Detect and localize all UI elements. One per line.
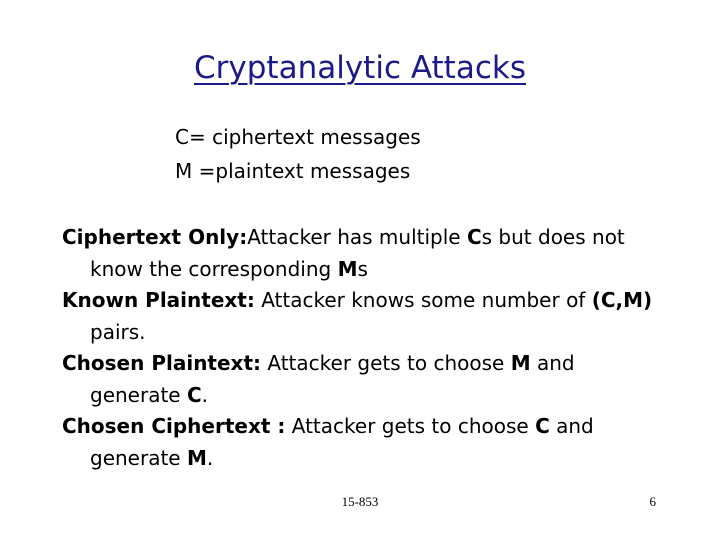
- definition-plaintext: [175, 154, 421, 188]
- slide-title: Cryptanalytic Attacks: [194, 50, 526, 86]
- attack-ciphertext-only: [62, 222, 662, 285]
- attack-variable: M: [337, 256, 358, 281]
- attack-description: .: [206, 445, 214, 470]
- attack-chosen-ciphertext: [62, 411, 662, 474]
- definition-text: = ciphertext messages: [188, 125, 421, 149]
- definition-symbol: M: [175, 159, 193, 183]
- attack-description: Attacker gets to choose: [261, 351, 511, 375]
- attack-description: and generate: [90, 351, 575, 407]
- attack-variable: M: [186, 445, 207, 470]
- definition-text: =plaintext messages: [192, 159, 411, 183]
- attack-chosen-plaintext: [62, 348, 662, 411]
- attack-description: and generate: [90, 414, 594, 470]
- definition-ciphertext: [175, 120, 421, 154]
- attack-description: Attacker gets to choose: [285, 414, 536, 438]
- attack-description: pairs.: [90, 319, 146, 344]
- attack-description: s: [357, 256, 368, 281]
- attack-term: Known Plaintext:: [62, 288, 255, 312]
- attack-description: .: [201, 382, 209, 407]
- attack-list: [62, 222, 662, 474]
- attack-variable: C: [186, 382, 202, 407]
- footer-course-number: 15-853: [341, 494, 379, 509]
- page-number: 6: [649, 494, 656, 509]
- attack-term: Chosen Ciphertext :: [62, 414, 286, 438]
- attack-variable: C: [535, 414, 550, 438]
- attack-term: Ciphertext Only:: [62, 225, 248, 249]
- attack-variable: M: [510, 351, 531, 375]
- attack-known-plaintext: [62, 285, 662, 348]
- attack-description: Attacker knows some number of: [254, 288, 592, 312]
- attack-variable: C: [466, 225, 482, 249]
- attack-variable: (C,M): [591, 288, 653, 312]
- attack-description: s but does not know the corresponding: [90, 225, 625, 281]
- definitions: [175, 120, 421, 188]
- attack-description: Attacker has multiple: [247, 225, 467, 249]
- attack-term: Chosen Plaintext:: [62, 351, 262, 375]
- definition-symbol: C: [175, 125, 189, 149]
